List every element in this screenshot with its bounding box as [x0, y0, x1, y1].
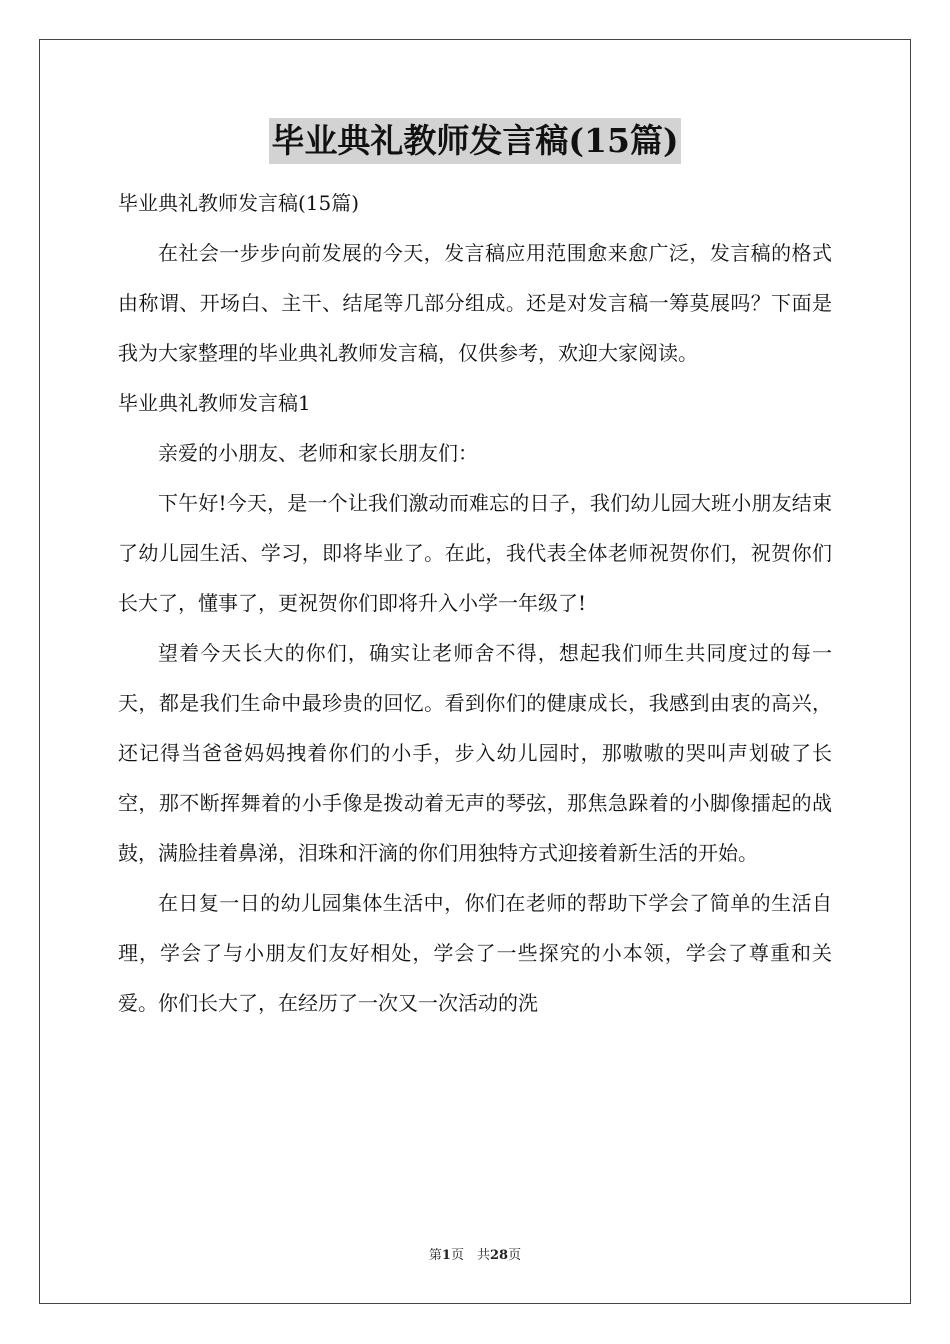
footer-page-mid: 页 共 — [450, 1248, 490, 1263]
document-title: 毕业典礼教师发言稿(15篇) — [269, 118, 680, 164]
title-container — [118, 118, 832, 170]
page-footer — [0, 1246, 950, 1266]
body-paragraph: 下午好!今天，是一个让我们激动而难忘的日子，我们幼儿园大班小朋友结束了幼儿园生活、学习，即将毕业了。在此，我代表全体老师祝贺你们，祝贺你们长大了，懂事了，更祝贺你们即将升入小学一年级了! — [118, 491, 832, 615]
document-body — [118, 118, 832, 1028]
body-paragraph: 亲爱的小朋友、老师和家长朋友们： — [158, 441, 478, 465]
footer-page-prefix: 第 — [428, 1248, 442, 1263]
footer-page-current: 1 — [441, 1248, 451, 1263]
body-paragraph: 在社会一步步向前发展的今天，发言稿应用范围愈来愈广泛，发言稿的格式由称谓、开场白、主干、结尾等几部分组成。还是对发言稿一筹莫展吗？下面是我为大家整理的毕业典礼教师发言稿，仅供参考，欢迎大家阅读。 — [118, 241, 832, 365]
footer-page-total: 28 — [489, 1248, 509, 1263]
paragraph-list — [118, 228, 832, 1028]
body-paragraph: 望着今天长大的你们，确实让老师舍不得，想起我们师生共同度过的每一天，都是我们生命中最珍贵的回忆。看到你们的健康成长，我感到由衷的高兴，还记得当爸爸妈妈拽着你们的小手，步入幼儿园时，那嗷嗷的哭叫声划破了长空，那不断挥舞着的小手像是拨动着无声的琴弦，那焦急跺着的小脚像擂起的战鼓，满脸挂着鼻涕，泪珠和汗滴的你们用独特方式迎接着新生活的开始。 — [118, 641, 832, 865]
footer-page-suffix: 页 — [508, 1248, 522, 1263]
document-subtitle: 毕业典礼教师发言稿(15篇) — [118, 191, 360, 215]
section-heading: 毕业典礼教师发言稿1 — [118, 391, 311, 415]
body-paragraph: 在日复一日的幼儿园集体生活中，你们在老师的帮助下学会了简单的生活自理，学会了与小朋友们友好相处，学会了一些探究的小本领，学会了尊重和关爱。你们长大了，在经历了一次又一次活动的洗 — [118, 891, 832, 1015]
